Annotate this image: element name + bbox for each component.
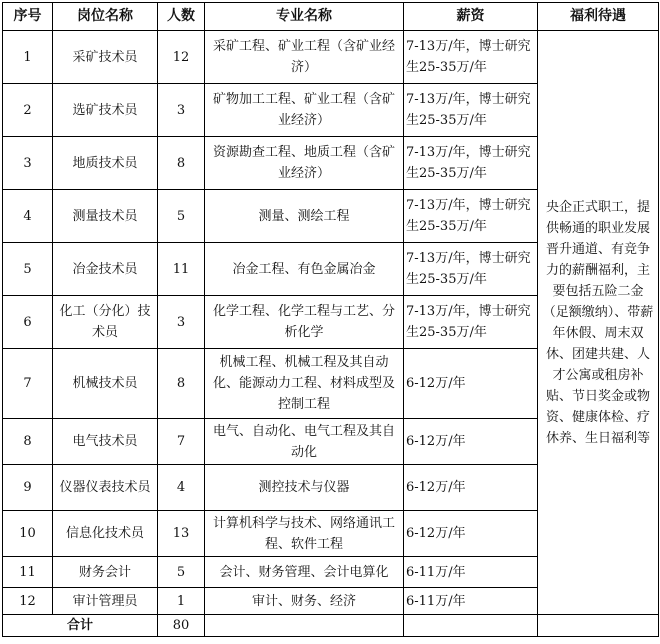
row-no: 1 (3, 31, 53, 84)
row-no: 5 (3, 243, 53, 296)
row-no: 9 (3, 465, 53, 511)
total-row (3, 615, 659, 637)
row-salary: 6-12万/年 (404, 511, 538, 557)
row-count: 7 (158, 419, 205, 465)
row-no: 7 (3, 349, 53, 419)
total-empty-salary (404, 615, 538, 637)
row-position: 信息化技术员 (53, 511, 158, 557)
row-count: 5 (158, 190, 205, 243)
row-count: 3 (158, 84, 205, 137)
row-salary: 6-11万/年 (404, 557, 538, 588)
row-salary: 7-13万/年，博士研究生25-35万/年 (404, 243, 538, 296)
total-empty-major (205, 615, 404, 637)
header-benefits: 福利待遇 (538, 3, 659, 31)
row-position: 财务会计 (53, 557, 158, 588)
row-count: 3 (158, 296, 205, 349)
total-count: 80 (158, 615, 205, 637)
row-major: 审计、财务、经济 (205, 588, 404, 615)
row-salary: 7-13万/年，博士研究生25-35万/年 (404, 137, 538, 190)
row-position: 采矿技术员 (53, 31, 158, 84)
header-salary: 薪资 (404, 3, 538, 31)
row-position: 审计管理员 (53, 588, 158, 615)
row-salary: 7-13万/年，博士研究生25-35万/年 (404, 84, 538, 137)
benefits-cell: 央企正式职工，提供畅通的职业发展晋升通道、有竞争力的薪酬福利，主要包括五险二金（足额缴纳）、带薪年休假、周末双休、团建共建、人才公寓或租房补贴、节日奖金或物资、健康体检、疗休养、生日福利等 (538, 31, 659, 615)
row-major: 计算机科学与技术、网络通讯工程、软件工程 (205, 511, 404, 557)
row-major: 采矿工程、矿业工程（含矿业经济） (205, 31, 404, 84)
header-position: 岗位名称 (53, 3, 158, 31)
row-no: 2 (3, 84, 53, 137)
row-major: 矿物加工工程、矿业工程（含矿业经济） (205, 84, 404, 137)
row-no: 11 (3, 557, 53, 588)
row-major: 机械工程、机械工程及其自动化、能源动力工程、材料成型及控制工程 (205, 349, 404, 419)
row-position: 电气技术员 (53, 419, 158, 465)
total-label: 合计 (3, 615, 158, 637)
row-major: 电气、自动化、电气工程及其自动化 (205, 419, 404, 465)
row-position: 测量技术员 (53, 190, 158, 243)
recruitment-table (2, 2, 659, 637)
row-major: 资源勘查工程、地质工程（含矿业经济） (205, 137, 404, 190)
row-major: 冶金工程、有色金属冶金 (205, 243, 404, 296)
row-major: 会计、财务管理、会计电算化 (205, 557, 404, 588)
row-position: 地质技术员 (53, 137, 158, 190)
row-salary: 6-11万/年 (404, 588, 538, 615)
row-no: 10 (3, 511, 53, 557)
row-major: 测量、测绘工程 (205, 190, 404, 243)
header-no: 序号 (3, 3, 53, 31)
row-salary: 6-12万/年 (404, 349, 538, 419)
row-count: 4 (158, 465, 205, 511)
row-no: 12 (3, 588, 53, 615)
row-count: 1 (158, 588, 205, 615)
row-count: 5 (158, 557, 205, 588)
row-position: 仪器仪表技术员 (53, 465, 158, 511)
row-salary: 6-12万/年 (404, 465, 538, 511)
row-no: 4 (3, 190, 53, 243)
row-position: 选矿技术员 (53, 84, 158, 137)
row-no: 6 (3, 296, 53, 349)
row-count: 13 (158, 511, 205, 557)
header-major: 专业名称 (205, 3, 404, 31)
header-row (3, 3, 659, 31)
row-salary: 7-13万/年，博士研究生25-35万/年 (404, 296, 538, 349)
row-position: 化工（分化）技术员 (53, 296, 158, 349)
row-position: 冶金技术员 (53, 243, 158, 296)
row-count: 8 (158, 349, 205, 419)
row-salary: 6-12万/年 (404, 419, 538, 465)
row-salary: 7-13万/年，博士研究生25-35万/年 (404, 31, 538, 84)
table-row (3, 31, 659, 84)
header-count: 人数 (158, 3, 205, 31)
row-position: 机械技术员 (53, 349, 158, 419)
total-empty-benefits (538, 615, 659, 637)
row-major: 化学工程、化学工程与工艺、分析化学 (205, 296, 404, 349)
row-salary: 7-13万/年，博士研究生25-35万/年 (404, 190, 538, 243)
row-no: 8 (3, 419, 53, 465)
row-major: 测控技术与仪器 (205, 465, 404, 511)
row-count: 8 (158, 137, 205, 190)
row-count: 12 (158, 31, 205, 84)
row-count: 11 (158, 243, 205, 296)
row-no: 3 (3, 137, 53, 190)
